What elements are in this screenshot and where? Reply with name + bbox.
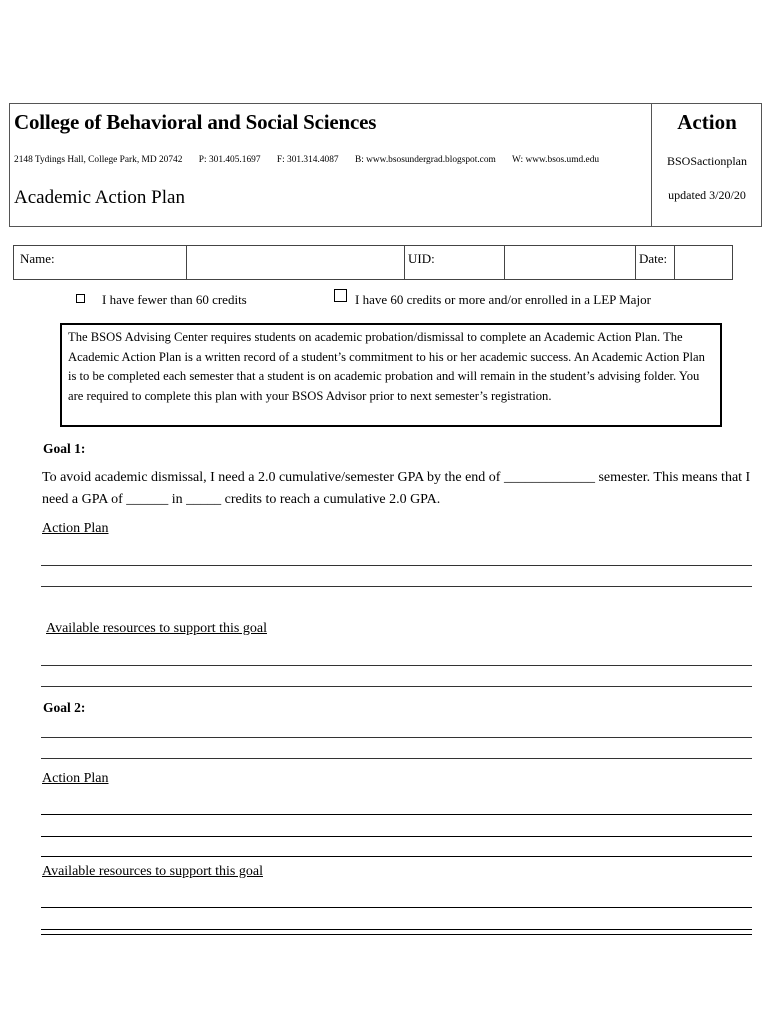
header-box — [9, 103, 762, 227]
name-field[interactable] — [187, 246, 404, 279]
more-credits-checkbox[interactable] — [334, 289, 347, 302]
goal2-line-1[interactable] — [41, 737, 752, 738]
goal2-action-line-3[interactable] — [41, 856, 752, 857]
goal1-resources-line-2[interactable] — [41, 686, 752, 687]
probation-notice: The BSOS Advising Center requires students on academic probation/dismissal to complete an Academic Action Plan. The Academic Action Plan is a written record of a student’s commitment to his or her academic success. An Academic Action Plan is to be completed each semester that a student is on academic probation and will remain in the student’s advising folder. You are required to complete this plan with your BSOS Advisor prior to next semester’s registration. — [60, 323, 722, 427]
goal1-heading: Goal 1: — [43, 441, 86, 456]
updated-date: updated 3/20/20 — [668, 188, 746, 202]
goal1-action-line-1[interactable] — [41, 565, 752, 566]
goal2-action-line-1[interactable] — [41, 814, 752, 815]
uid-label: UID: — [408, 251, 435, 266]
college-name: College of Behavioral and Social Sciences — [14, 110, 377, 134]
phone: P: 301.405.1697 — [198, 155, 261, 165]
goal1-action-line-2[interactable] — [41, 586, 752, 587]
goal2-resources-line-3[interactable] — [41, 934, 752, 935]
fax: F: 301.314.4087 — [276, 155, 339, 165]
fewer-credits-label: I have fewer than 60 credits — [102, 292, 247, 307]
goal1-resources-line-1[interactable] — [41, 665, 752, 666]
goal1-action-plan-heading: Action Plan — [42, 521, 109, 536]
contact-line — [14, 155, 599, 165]
name-label: Name: — [20, 251, 55, 266]
goal2-resources-line-2[interactable] — [41, 929, 752, 930]
goal2-resources-heading: Available resources to support this goal — [42, 864, 263, 879]
action-heading: Action — [677, 110, 737, 134]
blog-link[interactable]: B: www.bsosundergrad.blogspot.com — [354, 155, 496, 165]
student-id-table — [13, 245, 733, 280]
goal2-line-2[interactable] — [41, 758, 752, 759]
goal1-resources-heading: Available resources to support this goal — [46, 621, 267, 636]
goal2-action-line-2[interactable] — [41, 836, 752, 837]
goal2-heading: Goal 2: — [43, 700, 86, 715]
cell-divider — [404, 246, 405, 279]
form-id: BSOSactionplan — [667, 154, 747, 168]
page-title: Academic Action Plan — [14, 187, 185, 208]
date-field[interactable] — [675, 246, 732, 279]
fewer-credits-checkbox[interactable] — [76, 294, 85, 303]
address: 2148 Tydings Hall, College Park, MD 20742 — [14, 155, 183, 165]
cell-divider — [635, 246, 636, 279]
goal2-resources-line-1[interactable] — [41, 907, 752, 908]
date-label: Date: — [639, 251, 668, 266]
web-link[interactable]: W: www.bsos.umd.edu — [512, 155, 600, 165]
goal1-statement: To avoid academic dismissal, I need a 2.0 cumulative/semester GPA by the end of _____________ semester. This means that I need a GPA of ______ in _____ credits to reach a cumulative 2.0 GPA. — [42, 470, 751, 507]
more-credits-label: I have 60 credits or more and/or enrolled in a LEP Major — [355, 292, 651, 307]
goal2-action-plan-heading: Action Plan — [42, 771, 109, 786]
uid-field[interactable] — [505, 246, 635, 279]
